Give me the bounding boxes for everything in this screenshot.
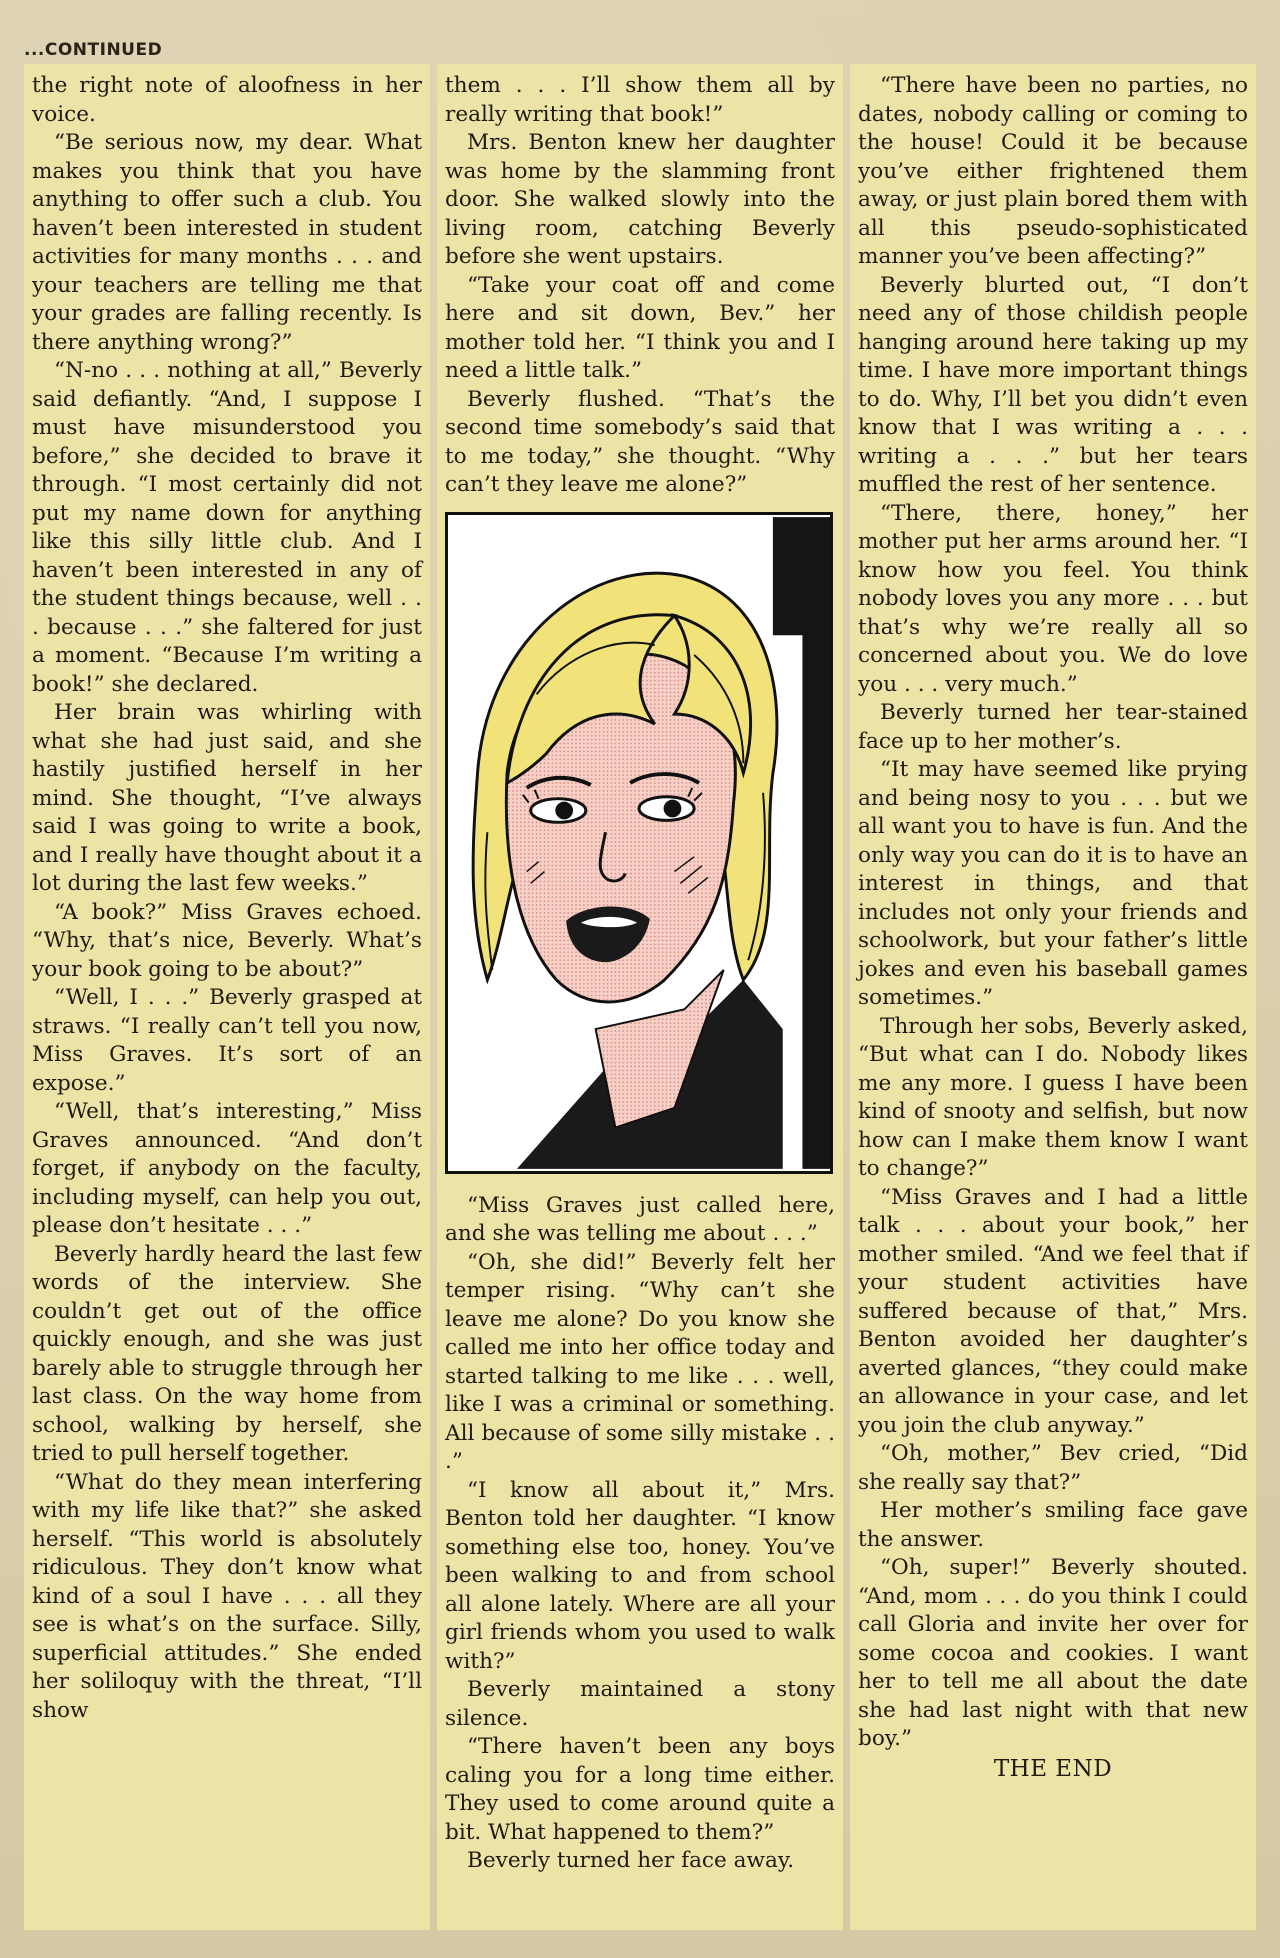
paragraph: “Be serious now, my dear. What makes you think that you have anything to offer such a club. You haven’t been interested in student activities for many months . . . and your teachers are telling me that your grades are falling recently. Is there anything wrong?”: [32, 130, 422, 355]
paragraph: “Miss Graves just called here, and she was telling me about . . .”: [445, 1192, 835, 1246]
paragraph: “There, there, honey,” her mother put her arms around her. “I know how you feel. You think nobody loves you any more . . . but that’s why we’re really all so concerned about you. We do love you . . . very much.”: [858, 500, 1248, 697]
illustration-panel: [445, 512, 833, 1174]
paragraph: Beverly maintained a stony silence.: [445, 1677, 835, 1731]
paragraph: Mrs. Benton knew her daughter was home by the slamming front door. She walked slowly into the living room, catching Beverly before she went upstairs.: [445, 130, 835, 269]
column-2-bottom-paragraphs: [445, 1192, 835, 1876]
paragraph: “Take your coat off and come here and sit down, Bev.” her mother told her. “I think you and I need a little talk.”: [445, 272, 835, 383]
text-column-1: [24, 64, 430, 1930]
paragraph: “Oh, she did!” Beverly felt her temper rising. “Why can’t she leave me alone? Do you know she called me into her office today and started talking to me like . . . well, like I was a criminal or something. All because of some silly mistake . . .”: [445, 1249, 835, 1474]
paragraph: “Oh, mother,” Bev cried, “Did she really say that?”: [858, 1441, 1248, 1495]
paragraph: Beverly turned her tear-stained face up to her mother’s.: [858, 700, 1248, 754]
text-column-3: [850, 64, 1256, 1930]
column-1-paragraphs: [32, 72, 422, 1725]
paragraph: Beverly turned her face away.: [467, 1848, 795, 1873]
paragraph: Beverly hardly heard the last few words of the interview. She couldn’t get out of the office quickly enough, and she was just barely able to struggle through her last class. On the way home from school, walking by herself, she tried to pull herself together.: [32, 1241, 422, 1466]
paragraph: Her mother’s smiling face gave the answer.: [858, 1498, 1248, 1552]
paragraph: “There haven’t been any boys caling you for a long time either. They used to come around quite a bit. What happened to them?”: [445, 1734, 835, 1845]
text-column-2: [437, 64, 843, 1930]
paragraph: “N-no . . . nothing at all,” Beverly said defiantly. “And, I suppose I must have misunderstood you before,” she decided to brave it through. “I most certainly did not put my name down for anything like this silly little club. And I haven’t been interested in any of the student things because, well . . . because . . .” she faltered for just a moment. “Because I’m writing a book!” she declared.: [32, 358, 422, 697]
paragraph: “Well, that’s interesting,” Miss Graves announced. “And don’t forget, if anybody on the faculty, including myself, can help you out, please don’t hesitate . . .”: [32, 1099, 422, 1238]
column-2-top-paragraphs: [445, 72, 835, 500]
paragraph: “A book?” Miss Graves echoed. “Why, that’s nice, Beverly. What’s your book going to be about?”: [32, 899, 422, 982]
paragraph: “Oh, super!” Beverly shouted. “And, mom . . . do you think I could call Gloria and invite her over for some cocoa and cookies. I want her to tell me all about the date she had last night with that new boy.”: [858, 1555, 1248, 1751]
paragraph: “Miss Graves and I had a little talk . . . about your book,” her mother smiled. “And we feel that if your student activities have suffered because of that,” Mrs. Benton avoided her daughter’s averted glances, “they could make an allowance in your case, and let you join the club anyway.”: [858, 1184, 1248, 1438]
paragraph: the right note of aloofness in her voice.: [32, 73, 422, 127]
paragraph: Beverly blurted out, “I don’t need any of those childish people hanging around here taking up my time. I have more important things to do. Why, I’ll bet you didn’t even know that I was writing a . . . writing a . . .” but her tears muffled the rest of her sentence.: [858, 272, 1248, 497]
paragraph: “What do they mean interfering with my life like that?” she asked herself. “This world is absolutely ridiculous. They don’t know what kind of a soul I have . . . all they see is what’s on the surface. Silly, superficial attitudes.” She ended her soliloquy with the threat, “I’ll show: [32, 1469, 422, 1723]
paragraph: “There have been no parties, no dates, nobody calling or coming to the house! Could it be because you’ve either frightened them away, or just plain bored them with all this pseudo-sophisticated manner you’ve been affecting?”: [858, 73, 1248, 269]
the-end-label: THE END: [993, 1755, 1113, 1782]
paragraph: Her brain was whirling with what she had just said, and she hastily justified herself in her mind. She thought, “I’ve always said I was going to write a book, and I really have thought about it a lot during the last few weeks.”: [32, 700, 422, 896]
continued-label: ...CONTINUED: [24, 40, 163, 60]
paragraph: “Well, I . . .” Beverly grasped at straws. “I really can’t tell you now, Miss Graves. It’s sort of an expose.”: [32, 985, 422, 1096]
paragraph: Beverly flushed. “That’s the second time somebody’s said that to me today,” she thought. “Why can’t they leave me alone?”: [445, 386, 835, 497]
column-3-paragraphs: [858, 72, 1248, 1754]
paragraph: Through her sobs, Beverly asked, “But what can I do. Nobody likes me any more. I guess I have been kind of snooty and selfish, but now how can I make them know I want to change?”: [858, 1013, 1248, 1181]
blonde-girl-portrait: [448, 515, 830, 1171]
paragraph: “It may have seemed like prying and being nosy to you . . . but we all want you to have is fun. And the only way you can do it is to have an interest in things, and that includes not only your friends and schoolwork, but your father’s little jokes and even his baseball games sometimes.”: [858, 757, 1248, 1010]
paragraph: them . . . I’ll show them all by really writing that book!”: [445, 73, 835, 127]
paragraph: “I know all about it,” Mrs. Benton told her daughter. “I know something else too, honey. You’ve been walking to and from school all alone lately. Where are all your girl friends whom you used to walk with?”: [445, 1477, 835, 1674]
